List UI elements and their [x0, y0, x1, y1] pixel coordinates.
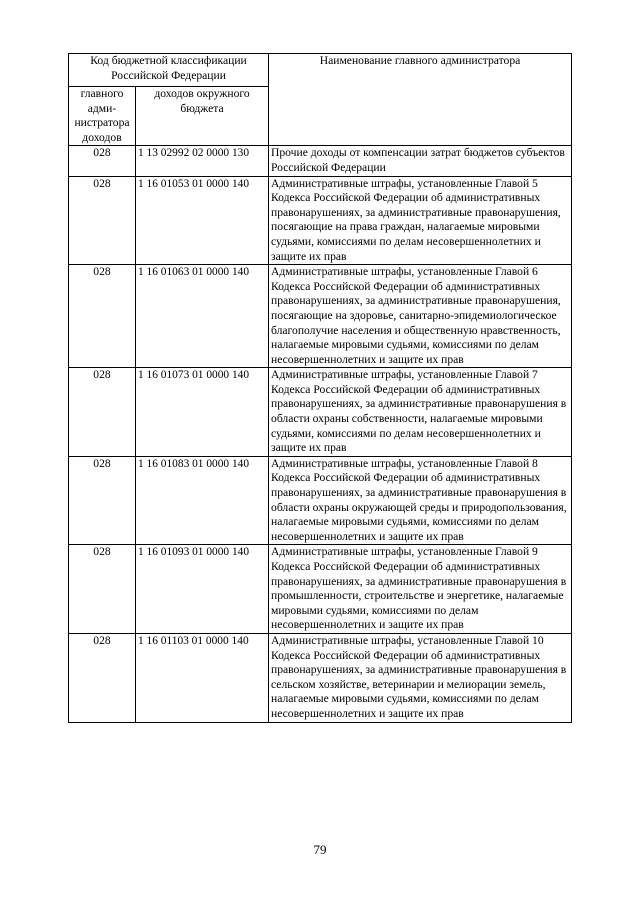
cell-budget-code: 1 13 02992 02 0000 130	[136, 146, 269, 176]
cell-admin-name: Административные штрафы, установленные Главой 9 Кодекса Российской Федерации об административных правонарушениях, за административные правонарушения в промышленности, строительстве и энергетике, налагаемые мировыми судьями, комиссиями по делам несовершеннолетних и защите их прав	[269, 545, 572, 634]
header-district-income: доходов окружного бюджета	[136, 87, 269, 146]
table-row	[69, 265, 572, 368]
document-sheet	[68, 53, 571, 723]
cell-admin-name: Административные штрафы, установленные Главой 8 Кодекса Российской Федерации об административных правонарушениях, за административные правонарушения в области охраны окружающей среды и природопользования, налагаемые мировыми судьями, комиссиями по делам несовершеннолетних и защите их прав	[269, 456, 572, 545]
table-body	[69, 146, 572, 722]
header-main-admin: главного адми-нистратора доходов	[69, 87, 136, 146]
header-bk-code: Код бюджетной классификации Российской Федерации	[69, 54, 269, 87]
cell-admin-code: 028	[69, 545, 136, 634]
cell-budget-code: 1 16 01093 01 0000 140	[136, 545, 269, 634]
cell-admin-name: Административные штрафы, установленные Главой 6 Кодекса Российской Федерации об административных правонарушениях, за административные правонарушения, посягающие на здоровье, санитарно-эпидемиологическое благополучие населения и общественную нравственность, налагаемые мировыми судьями, комиссиями по делам несовершеннолетних и защите их прав	[269, 265, 572, 368]
table-header	[69, 54, 572, 146]
cell-budget-code: 1 16 01083 01 0000 140	[136, 456, 269, 545]
cell-admin-code: 028	[69, 265, 136, 368]
table-row	[69, 456, 572, 545]
cell-budget-code: 1 16 01103 01 0000 140	[136, 633, 269, 722]
cell-admin-name: Прочие доходы от компенсации затрат бюджетов субъектов Российской Федерации	[269, 146, 572, 176]
budget-classification-table	[68, 53, 572, 723]
cell-admin-code: 028	[69, 456, 136, 545]
table-row	[69, 633, 572, 722]
cell-admin-name: Административные штрафы, установленные Главой 7 Кодекса Российской Федерации об административных правонарушениях, за административные правонарушения в области охраны собственности, налагаемые мировыми судьями, комиссиями по делам несовершеннолетних и защите их прав	[269, 368, 572, 457]
table-row	[69, 146, 572, 176]
cell-admin-code: 028	[69, 146, 136, 176]
cell-budget-code: 1 16 01053 01 0000 140	[136, 176, 269, 265]
cell-budget-code: 1 16 01063 01 0000 140	[136, 265, 269, 368]
cell-admin-name: Административные штрафы, установленные Главой 5 Кодекса Российской Федерации об административных правонарушениях, за административные правонарушения, посягающие на права граждан, налагаемые мировыми судьями, комиссиями по делам несовершеннолетних и защите их прав	[269, 176, 572, 265]
table-row	[69, 545, 572, 634]
cell-admin-code: 028	[69, 368, 136, 457]
cell-admin-code: 028	[69, 633, 136, 722]
table-row	[69, 176, 572, 265]
header-admin-name: Наименование главного администратора	[269, 54, 572, 146]
page-number: 79	[313, 842, 327, 857]
cell-admin-name: Административные штрафы, установленные Главой 10 Кодекса Российской Федерации об административных правонарушениях, за административные правонарушения в сельском хозяйстве, ветеринарии и мелиорации земель, налагаемые мировыми судьями, комиссиями по делам несовершеннолетних и защите их прав	[269, 633, 572, 722]
cell-admin-code: 028	[69, 176, 136, 265]
cell-budget-code: 1 16 01073 01 0000 140	[136, 368, 269, 457]
table-row	[69, 368, 572, 457]
